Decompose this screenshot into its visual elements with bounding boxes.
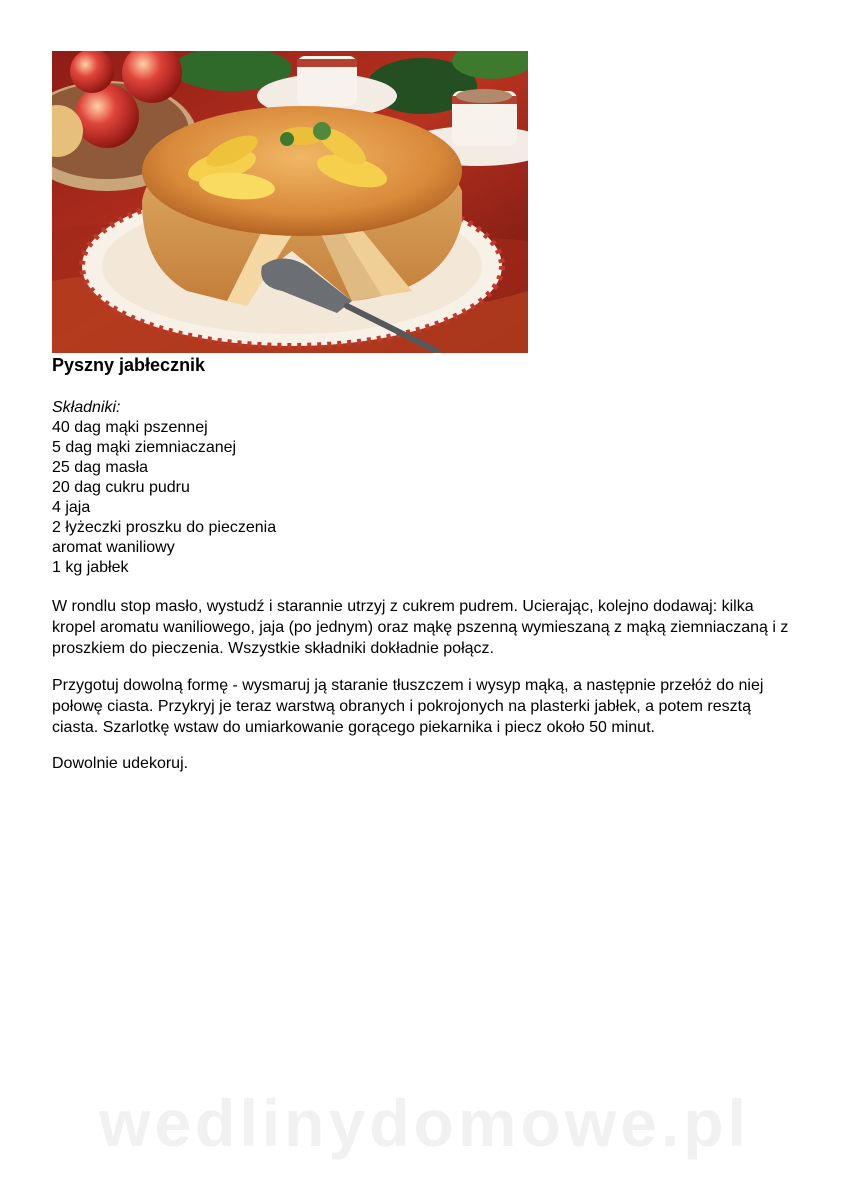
ingredients-list	[52, 398, 276, 578]
ingredient-item: 4 jaja	[52, 499, 91, 516]
instructions-paragraph: Przygotuj dowolną formę - wysmaruj ją staranie tłuszczem i wysyp mąką, a następnie przełóż do niej połowę ciasta. Przykryj je teraz warstwą obranych i pokrojonych na plasterki jabłek, a potem resztą ciasta. Szarlotkę wstaw do umiarkowanie gorącego piekarnika i piecz około 50 minut.	[52, 677, 764, 736]
instructions-paragraph: W rondlu stop masło, wystudź i starannie utrzyj z cukrem pudrem. Ucierając, kolejno dodawaj: kilka kropel aromatu waniliowego, jaja (po jednym) oraz mąkę pszenną wymieszaną z mąką ziemniaczaną i z proszkiem do pieczenia. Wszystkie składniki dokładnie połącz.	[52, 598, 789, 657]
ingredient-item: 20 dag cukru pudru	[52, 479, 190, 496]
recipe-title: Pyszny jabłecznik	[52, 355, 206, 375]
ingredient-item: 2 łyżeczki proszku do pieczenia	[52, 519, 277, 536]
ingredient-item: 40 dag mąki pszennej	[52, 419, 208, 436]
ingredients-header: Składniki:	[52, 399, 121, 416]
ingredient-item: 5 dag mąki ziemniaczanej	[52, 439, 237, 456]
ingredient-item: 1 kg jabłek	[52, 559, 129, 576]
ingredient-item: aromat waniliowy	[52, 539, 175, 556]
site-watermark: wedlinydomowe.pl	[99, 1086, 750, 1160]
ingredient-item: 25 dag masła	[52, 459, 149, 476]
apple-cake-photo	[52, 51, 528, 353]
instructions-paragraph: Dowolnie udekoruj.	[52, 755, 189, 772]
